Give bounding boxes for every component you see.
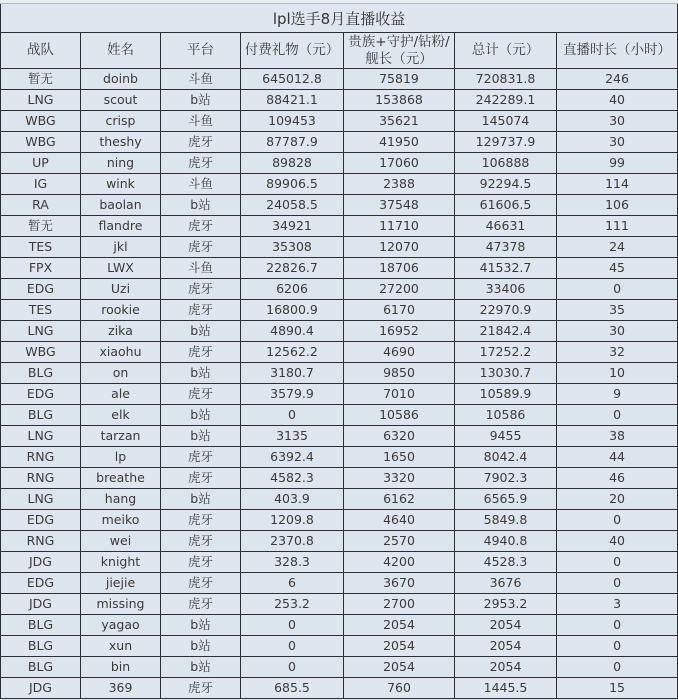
cell-total[interactable]: 92294.5 — [455, 174, 557, 195]
cell-name[interactable]: tarzan — [81, 426, 161, 447]
cell-team[interactable]: JDG — [1, 678, 81, 699]
cell-hours[interactable]: 99 — [557, 153, 678, 174]
table-row — [1, 447, 678, 468]
cell-nobility[interactable]: 153868 — [344, 90, 455, 111]
cell-hours[interactable]: 35 — [557, 300, 678, 321]
cell-nobility[interactable]: 9850 — [344, 363, 455, 384]
cell-nobility[interactable]: 10586 — [344, 405, 455, 426]
cell-nobility[interactable]: 2054 — [344, 636, 455, 657]
cell-hours[interactable]: 44 — [557, 447, 678, 468]
cell-gifts[interactable]: 87787.9 — [241, 132, 344, 153]
cell-name[interactable]: crisp — [81, 111, 161, 132]
cell-gifts[interactable]: 12562.2 — [241, 342, 344, 363]
column-header-total[interactable]: 总计（元） — [455, 33, 557, 69]
cell-nobility[interactable]: 37548 — [344, 195, 455, 216]
cell-platform[interactable]: 虎牙 — [161, 237, 241, 258]
cell-name[interactable]: theshy — [81, 132, 161, 153]
cell-gifts[interactable]: 35308 — [241, 237, 344, 258]
cell-total[interactable]: 4528.3 — [455, 552, 557, 573]
cell-nobility[interactable]: 4640 — [344, 510, 455, 531]
cell-platform[interactable]: 虎牙 — [161, 300, 241, 321]
cell-hours[interactable]: 20 — [557, 489, 678, 510]
cell-platform[interactable]: 虎牙 — [161, 594, 241, 615]
cell-name[interactable]: doinb — [81, 69, 161, 90]
cell-platform[interactable]: 虎牙 — [161, 468, 241, 489]
cell-hours[interactable]: 40 — [557, 90, 678, 111]
table-row — [1, 363, 678, 384]
cell-platform[interactable]: 虎牙 — [161, 153, 241, 174]
cell-name[interactable]: meiko — [81, 510, 161, 531]
cell-hours[interactable]: 3 — [557, 594, 678, 615]
cell-name[interactable]: on — [81, 363, 161, 384]
cell-platform[interactable]: 虎牙 — [161, 573, 241, 594]
cell-gifts[interactable]: 2370.8 — [241, 531, 344, 552]
cell-total[interactable]: 13030.7 — [455, 363, 557, 384]
cell-name[interactable]: breathe — [81, 468, 161, 489]
cell-platform[interactable]: b站 — [161, 405, 241, 426]
table-row — [1, 552, 678, 573]
table-row — [1, 426, 678, 447]
column-header-platform[interactable]: 平台 — [161, 33, 241, 69]
cell-total[interactable]: 129737.9 — [455, 132, 557, 153]
column-header-name[interactable]: 姓名 — [81, 33, 161, 69]
cell-team[interactable]: BLG — [1, 363, 81, 384]
cell-name[interactable]: knight — [81, 552, 161, 573]
cell-nobility[interactable]: 3320 — [344, 468, 455, 489]
table-row — [1, 342, 678, 363]
column-header-nobility[interactable]: 贵族+守护/钻粉/舰长（元） — [344, 33, 455, 69]
cell-total[interactable]: 22970.9 — [455, 300, 557, 321]
cell-platform[interactable]: 斗鱼 — [161, 174, 241, 195]
cell-hours[interactable]: 46 — [557, 468, 678, 489]
cell-name[interactable]: xiaohu — [81, 342, 161, 363]
cell-team[interactable]: BLG — [1, 636, 81, 657]
table-row — [1, 594, 678, 615]
cell-platform[interactable]: b站 — [161, 90, 241, 111]
cell-team[interactable]: TES — [1, 300, 81, 321]
cell-nobility[interactable]: 16952 — [344, 321, 455, 342]
cell-name[interactable]: scout — [81, 90, 161, 111]
cell-team[interactable]: EDG — [1, 510, 81, 531]
table-row — [1, 573, 678, 594]
cell-platform[interactable]: b站 — [161, 363, 241, 384]
cell-nobility[interactable]: 41950 — [344, 132, 455, 153]
cell-total[interactable]: 3676 — [455, 573, 557, 594]
table-row — [1, 468, 678, 489]
cell-name[interactable]: wei — [81, 531, 161, 552]
cell-total[interactable]: 46631 — [455, 216, 557, 237]
cell-name[interactable]: jiejie — [81, 573, 161, 594]
cell-nobility[interactable]: 11710 — [344, 216, 455, 237]
cell-total[interactable]: 4940.8 — [455, 531, 557, 552]
cell-team[interactable]: BLG — [1, 615, 81, 636]
cell-team[interactable]: WBG — [1, 111, 81, 132]
cell-total[interactable]: 21842.4 — [455, 321, 557, 342]
cell-hours[interactable]: 114 — [557, 174, 678, 195]
cell-team[interactable]: RA — [1, 195, 81, 216]
cell-total[interactable]: 9455 — [455, 426, 557, 447]
cell-nobility[interactable]: 2700 — [344, 594, 455, 615]
table-row — [1, 636, 678, 657]
cell-team[interactable]: LNG — [1, 321, 81, 342]
cell-platform[interactable]: b站 — [161, 657, 241, 678]
cell-nobility[interactable]: 12070 — [344, 237, 455, 258]
cell-gifts[interactable]: 1209.8 — [241, 510, 344, 531]
table-row — [1, 300, 678, 321]
table-title[interactable]: lpl选手8月直播收益 — [1, 4, 678, 33]
cell-total[interactable]: 720831.8 — [455, 69, 557, 90]
cell-hours[interactable]: 32 — [557, 342, 678, 363]
cell-total[interactable]: 33406 — [455, 279, 557, 300]
cell-hours[interactable]: 15 — [557, 678, 678, 699]
cell-team[interactable]: RNG — [1, 531, 81, 552]
cell-platform[interactable]: 虎牙 — [161, 342, 241, 363]
cell-platform[interactable]: 虎牙 — [161, 132, 241, 153]
cell-gifts[interactable]: 685.5 — [241, 678, 344, 699]
table-row — [1, 237, 678, 258]
cell-hours[interactable]: 9 — [557, 384, 678, 405]
cell-gifts[interactable]: 89828 — [241, 153, 344, 174]
cell-team[interactable]: LNG — [1, 426, 81, 447]
cell-platform[interactable]: 虎牙 — [161, 678, 241, 699]
table-row — [1, 405, 678, 426]
cell-platform[interactable]: b站 — [161, 426, 241, 447]
cell-nobility[interactable]: 2570 — [344, 531, 455, 552]
cell-platform[interactable]: 虎牙 — [161, 531, 241, 552]
cell-total[interactable]: 242289.1 — [455, 90, 557, 111]
cell-gifts[interactable]: 0 — [241, 657, 344, 678]
cell-total[interactable]: 47378 — [455, 237, 557, 258]
cell-nobility[interactable]: 18706 — [344, 258, 455, 279]
column-header-team[interactable]: 战队 — [1, 33, 81, 69]
table-row — [1, 489, 678, 510]
cell-team[interactable]: RNG — [1, 447, 81, 468]
table-row — [1, 321, 678, 342]
cell-platform[interactable]: 斗鱼 — [161, 258, 241, 279]
table-row — [1, 153, 678, 174]
cell-team[interactable]: JDG — [1, 594, 81, 615]
cell-team[interactable]: IG — [1, 174, 81, 195]
table-row — [1, 195, 678, 216]
cell-hours[interactable]: 111 — [557, 216, 678, 237]
cell-gifts[interactable]: 4582.3 — [241, 468, 344, 489]
cell-total[interactable]: 6565.9 — [455, 489, 557, 510]
cell-gifts[interactable]: 0 — [241, 405, 344, 426]
cell-nobility[interactable]: 4690 — [344, 342, 455, 363]
cell-total[interactable]: 10586 — [455, 405, 557, 426]
cell-nobility[interactable]: 35621 — [344, 111, 455, 132]
cell-gifts[interactable]: 3579.9 — [241, 384, 344, 405]
table-row — [1, 678, 678, 699]
cell-total[interactable]: 2054 — [455, 657, 557, 678]
cell-platform[interactable]: 虎牙 — [161, 510, 241, 531]
cell-gifts[interactable]: 34921 — [241, 216, 344, 237]
cell-nobility[interactable]: 2054 — [344, 657, 455, 678]
cell-total[interactable]: 1445.5 — [455, 678, 557, 699]
cell-hours[interactable]: 0 — [557, 279, 678, 300]
cell-name[interactable]: yagao — [81, 615, 161, 636]
cell-hours[interactable]: 0 — [557, 573, 678, 594]
column-header-gifts[interactable]: 付费礼物（元） — [241, 33, 344, 69]
cell-team[interactable]: JDG — [1, 552, 81, 573]
cell-nobility[interactable]: 4200 — [344, 552, 455, 573]
cell-hours[interactable]: 45 — [557, 258, 678, 279]
cell-gifts[interactable]: 3180.7 — [241, 363, 344, 384]
cell-gifts[interactable]: 6 — [241, 573, 344, 594]
cell-name[interactable]: zika — [81, 321, 161, 342]
cell-platform[interactable]: 虎牙 — [161, 447, 241, 468]
cell-gifts[interactable]: 3135 — [241, 426, 344, 447]
cell-name[interactable]: ning — [81, 153, 161, 174]
cell-gifts[interactable]: 645012.8 — [241, 69, 344, 90]
cell-hours[interactable]: 40 — [557, 531, 678, 552]
table-row — [1, 132, 678, 153]
cell-gifts[interactable]: 22826.7 — [241, 258, 344, 279]
cell-hours[interactable]: 0 — [557, 510, 678, 531]
cell-total[interactable]: 61606.5 — [455, 195, 557, 216]
cell-hours[interactable]: 0 — [557, 636, 678, 657]
cell-team[interactable]: EDG — [1, 384, 81, 405]
cell-gifts[interactable]: 6206 — [241, 279, 344, 300]
cell-name[interactable]: Uzi — [81, 279, 161, 300]
table-row — [1, 510, 678, 531]
cell-hours[interactable]: 106 — [557, 195, 678, 216]
cell-hours[interactable]: 0 — [557, 657, 678, 678]
table-row — [1, 216, 678, 237]
cell-total[interactable]: 2953.2 — [455, 594, 557, 615]
cell-platform[interactable]: b站 — [161, 489, 241, 510]
cell-total[interactable]: 5849.8 — [455, 510, 557, 531]
cell-name[interactable]: jkl — [81, 237, 161, 258]
cell-name[interactable]: ale — [81, 384, 161, 405]
earnings-table — [0, 4, 678, 699]
cell-name[interactable]: LWX — [81, 258, 161, 279]
cell-nobility[interactable]: 6162 — [344, 489, 455, 510]
cell-name[interactable]: rookie — [81, 300, 161, 321]
cell-hours[interactable]: 24 — [557, 237, 678, 258]
cell-gifts[interactable]: 109453 — [241, 111, 344, 132]
table-row — [1, 69, 678, 90]
cell-total[interactable]: 41532.7 — [455, 258, 557, 279]
cell-total[interactable]: 2054 — [455, 636, 557, 657]
cell-name[interactable]: missing — [81, 594, 161, 615]
cell-team[interactable]: UP — [1, 153, 81, 174]
cell-name[interactable]: bin — [81, 657, 161, 678]
cell-nobility[interactable]: 2054 — [344, 615, 455, 636]
column-header-hours[interactable]: 直播时长（小时） — [557, 33, 678, 69]
cell-hours[interactable]: 0 — [557, 552, 678, 573]
cell-team[interactable]: 暂无 — [1, 216, 81, 237]
cell-gifts[interactable]: 16800.9 — [241, 300, 344, 321]
cell-nobility[interactable]: 7010 — [344, 384, 455, 405]
cell-gifts[interactable]: 6392.4 — [241, 447, 344, 468]
cell-name[interactable]: hang — [81, 489, 161, 510]
table-row — [1, 384, 678, 405]
cell-hours[interactable]: 38 — [557, 426, 678, 447]
cell-hours[interactable]: 30 — [557, 321, 678, 342]
cell-team[interactable]: WBG — [1, 132, 81, 153]
cell-hours[interactable]: 30 — [557, 111, 678, 132]
cell-platform[interactable]: 斗鱼 — [161, 69, 241, 90]
cell-hours[interactable]: 10 — [557, 363, 678, 384]
cell-nobility[interactable]: 17060 — [344, 153, 455, 174]
cell-platform[interactable]: b站 — [161, 321, 241, 342]
cell-hours[interactable]: 246 — [557, 69, 678, 90]
cell-hours[interactable]: 30 — [557, 132, 678, 153]
cell-nobility[interactable]: 6320 — [344, 426, 455, 447]
cell-total[interactable]: 17252.2 — [455, 342, 557, 363]
cell-gifts[interactable]: 328.3 — [241, 552, 344, 573]
cell-platform[interactable]: 虎牙 — [161, 384, 241, 405]
cell-total[interactable]: 10589.9 — [455, 384, 557, 405]
cell-gifts[interactable]: 0 — [241, 636, 344, 657]
cell-name[interactable]: baolan — [81, 195, 161, 216]
cell-name[interactable]: wink — [81, 174, 161, 195]
cell-nobility[interactable]: 1650 — [344, 447, 455, 468]
cell-team[interactable]: LNG — [1, 90, 81, 111]
cell-name[interactable]: lp — [81, 447, 161, 468]
header-row — [1, 33, 678, 69]
cell-nobility[interactable]: 75819 — [344, 69, 455, 90]
cell-gifts[interactable]: 0 — [241, 615, 344, 636]
cell-nobility[interactable]: 760 — [344, 678, 455, 699]
cell-hours[interactable]: 0 — [557, 615, 678, 636]
cell-platform[interactable]: b站 — [161, 615, 241, 636]
cell-team[interactable]: RNG — [1, 468, 81, 489]
cell-team[interactable]: TES — [1, 237, 81, 258]
cell-team[interactable]: EDG — [1, 279, 81, 300]
cell-platform[interactable]: 斗鱼 — [161, 111, 241, 132]
table-row — [1, 258, 678, 279]
table-row — [1, 615, 678, 636]
cell-total[interactable]: 8042.4 — [455, 447, 557, 468]
table-row — [1, 279, 678, 300]
cell-nobility[interactable]: 6170 — [344, 300, 455, 321]
cell-team[interactable]: WBG — [1, 342, 81, 363]
cell-nobility[interactable]: 27200 — [344, 279, 455, 300]
cell-gifts[interactable]: 403.9 — [241, 489, 344, 510]
cell-name[interactable]: xun — [81, 636, 161, 657]
table-row — [1, 90, 678, 111]
cell-name[interactable]: flandre — [81, 216, 161, 237]
cell-hours[interactable]: 0 — [557, 405, 678, 426]
cell-name[interactable]: elk — [81, 405, 161, 426]
table-row — [1, 657, 678, 678]
cell-gifts[interactable]: 89906.5 — [241, 174, 344, 195]
cell-total[interactable]: 145074 — [455, 111, 557, 132]
cell-total[interactable]: 106888 — [455, 153, 557, 174]
table-row — [1, 531, 678, 552]
cell-team[interactable]: 暂无 — [1, 69, 81, 90]
cell-nobility[interactable]: 2388 — [344, 174, 455, 195]
cell-total[interactable]: 7902.3 — [455, 468, 557, 489]
cell-gifts[interactable]: 24058.5 — [241, 195, 344, 216]
title-row — [1, 4, 678, 33]
cell-name[interactable]: 369 — [81, 678, 161, 699]
cell-platform[interactable]: 虎牙 — [161, 279, 241, 300]
table-row — [1, 174, 678, 195]
cell-platform[interactable]: b站 — [161, 636, 241, 657]
cell-gifts[interactable]: 88421.1 — [241, 90, 344, 111]
cell-platform[interactable]: 虎牙 — [161, 216, 241, 237]
cell-team[interactable]: LNG — [1, 489, 81, 510]
cell-platform[interactable]: b站 — [161, 195, 241, 216]
cell-team[interactable]: BLG — [1, 657, 81, 678]
cell-nobility[interactable]: 3670 — [344, 573, 455, 594]
cell-gifts[interactable]: 253.2 — [241, 594, 344, 615]
cell-gifts[interactable]: 4890.4 — [241, 321, 344, 342]
cell-team[interactable]: BLG — [1, 405, 81, 426]
cell-total[interactable]: 2054 — [455, 615, 557, 636]
cell-platform[interactable]: 虎牙 — [161, 552, 241, 573]
table-row — [1, 111, 678, 132]
cell-team[interactable]: FPX — [1, 258, 81, 279]
cell-team[interactable]: EDG — [1, 573, 81, 594]
